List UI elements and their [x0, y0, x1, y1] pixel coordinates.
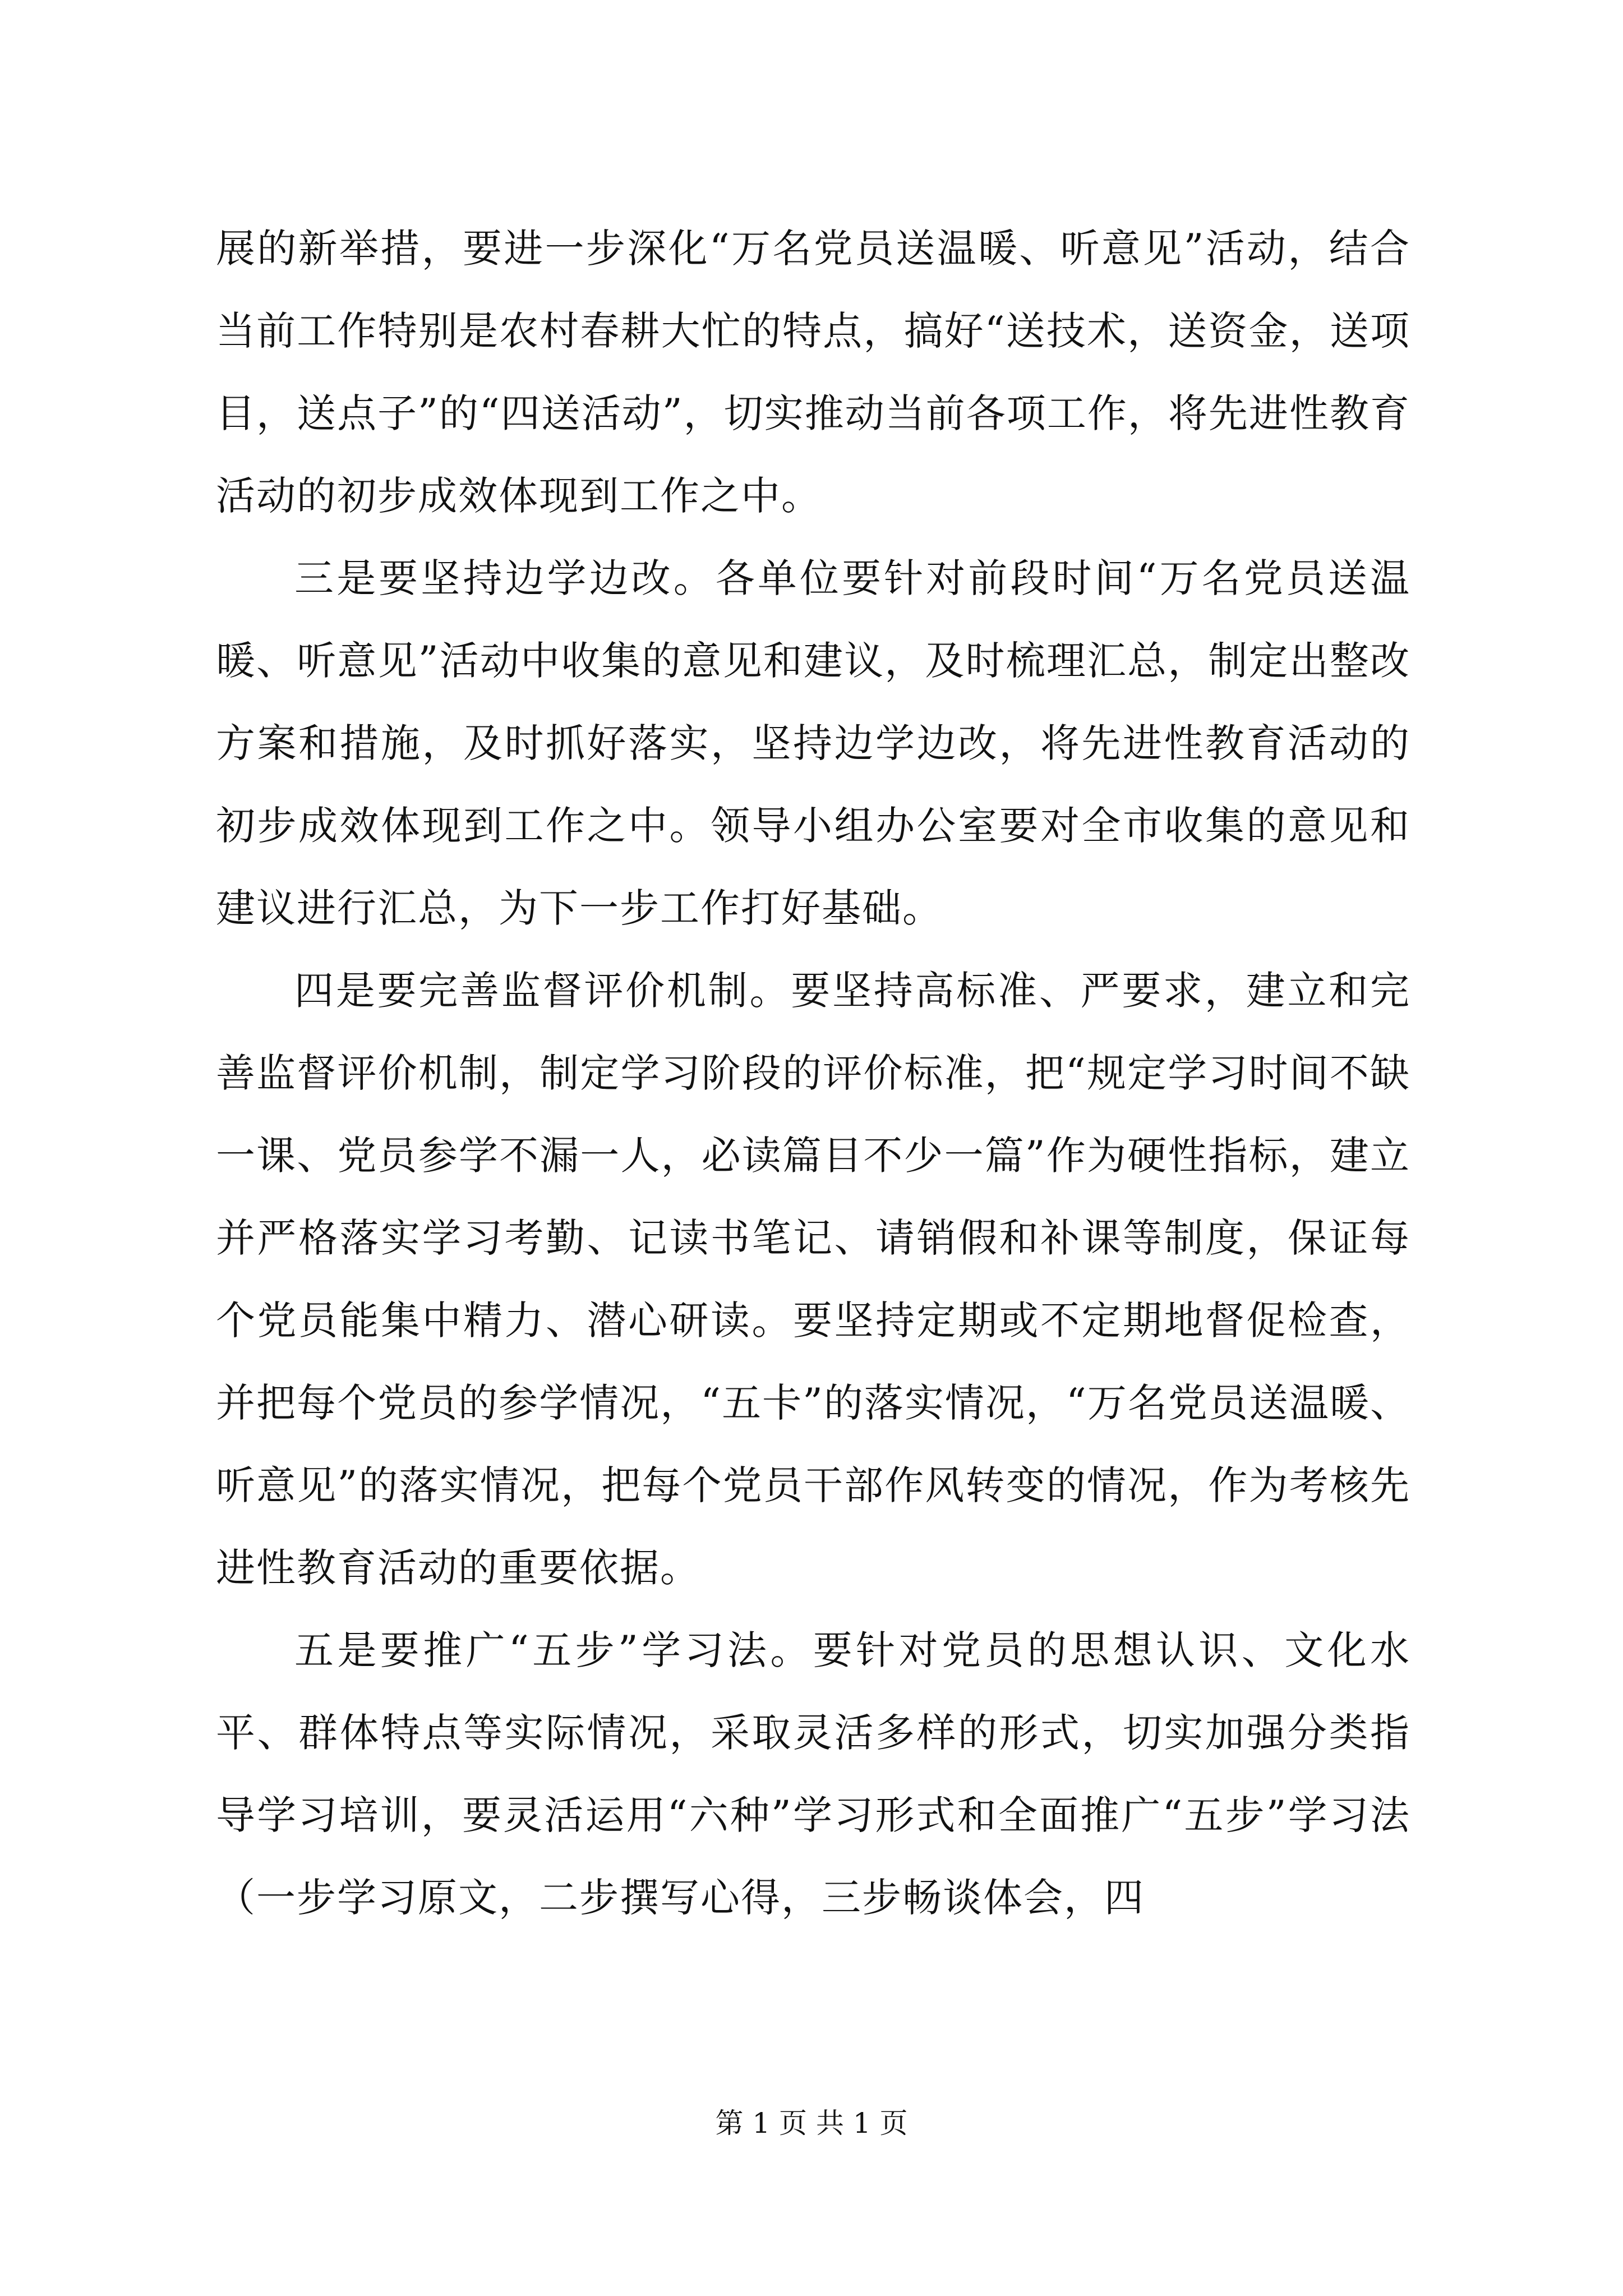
- paragraph-continuation: 展的新举措，要进一步深化“万名党员送温暖、听意见”活动，结合当前工作特别是农村春耕大忙的特点，搞好“送技术，送资金，送项目，送点子”的“四送活动”，切实推动当前各项工作，将先进性教育活动的初步成效体现到工作之中。: [216, 226, 1410, 519]
- page-footer: 第 1 页 共 1 页: [715, 2107, 908, 2139]
- paragraph-item-four: 四是要完善监督评价机制。要坚持高标准、严要求，建立和完善监督评价机制，制定学习阶段的评价标准，把“规定学习时间不缺一课、党员参学不漏一人，必读篇目不少一篇”作为硬性指标，建立并严格落实学习考勤、记读书笔记、请销假和补课等制度，保证每个党员能集中精力、潜心研读。要坚持定期或不定期地督促检查，并把每个党员的参学情况，“五卡”的落实情况，“万名党员送温暖、听意见”的落实情况，把每个党员干部作风转变的情况，作为考核先进性教育活动的重要依据。: [216, 968, 1410, 1591]
- paragraph-item-five: 五是要推广“五步”学习法。要针对党员的思想认识、文化水平、群体特点等实际情况，采取灵活多样的形式，切实加强分类指导学习培训，要灵活运用“六种”学习形式和全面推广“五步”学习法（一步学习原文，二步撰写心得，三步畅谈体会，四: [216, 1627, 1410, 1921]
- paragraph-item-three: 三是要坚持边学边改。各单位要针对前段时间“万名党员送温暖、听意见”活动中收集的意见和建议，及时梳理汇总，制定出整改方案和措施，及时抓好落实，坚持边学边改，将先进性教育活动的初步成效体现到工作之中。领导小组办公室要对全市收集的意见和建议进行汇总，为下一步工作打好基础。: [216, 555, 1410, 931]
- document-body: [216, 208, 1410, 1939]
